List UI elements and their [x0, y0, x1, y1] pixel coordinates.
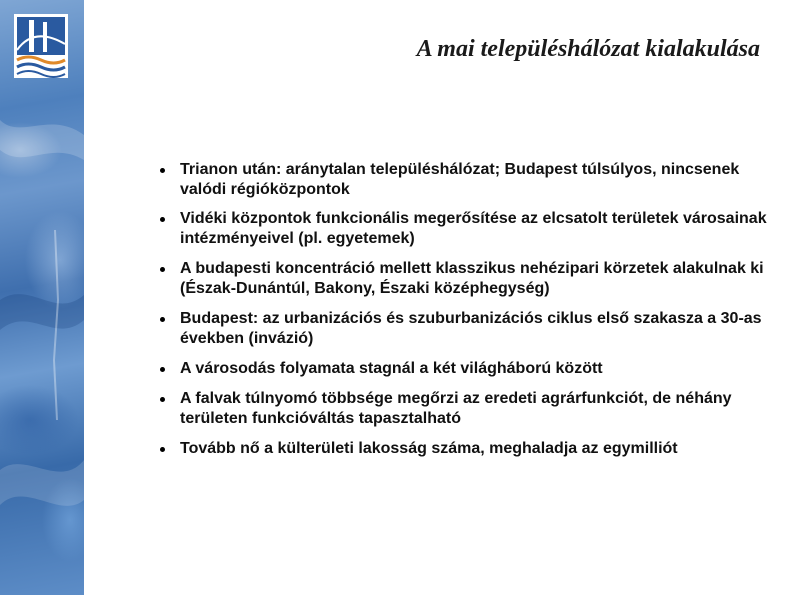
- bullet-text: Trianon után: aránytalan településhálózat; Budapest túlsúlyos, nincsenek valódi régióközpontok: [180, 161, 740, 198]
- bullet-item: [160, 359, 770, 379]
- bullet-text: A budapesti koncentráció mellett klasszikus nehézipari körzetek alakulnak ki (Észak-Dunántúl, Bakony, Északi középhegység): [180, 260, 764, 297]
- bullet-dot-icon: [160, 317, 165, 322]
- bridge-logo-icon: [14, 14, 68, 78]
- bullet-item: [160, 309, 770, 349]
- bullet-item: [160, 209, 770, 249]
- bullet-item: [160, 259, 770, 299]
- bullet-item: [160, 439, 770, 459]
- bullet-text: A városodás folyamata stagnál a két világháború között: [180, 360, 603, 377]
- bullet-text: Tovább nő a külterületi lakosság száma, meghaladja az egymilliót: [180, 440, 678, 457]
- bullet-dot-icon: [160, 168, 165, 173]
- bullet-dot-icon: [160, 397, 165, 402]
- bullet-dot-icon: [160, 447, 165, 452]
- bullet-list: [160, 160, 770, 459]
- bullet-item: [160, 160, 770, 200]
- bullet-dot-icon: [160, 367, 165, 372]
- decorative-sidebar: [0, 0, 84, 595]
- bullet-item: [160, 389, 770, 429]
- bullet-text: Budapest: az urbanizációs és szuburbanizációs ciklus első szakasza a 30-as években (invázió): [180, 310, 762, 347]
- bullet-dot-icon: [160, 217, 165, 222]
- bullet-text: Vidéki központok funkcionális megerősítése az elcsatolt területek városainak intézményeivel (pl. egyetemek): [180, 210, 767, 247]
- bullet-text: A falvak túlnyomó többsége megőrzi az eredeti agrárfunkciót, de néhány területen funkcióváltás tapasztalható: [180, 390, 732, 427]
- sidebar-texture: [0, 0, 84, 595]
- slide-title: A mai településhálózat kialakulása: [416, 36, 760, 62]
- bullet-dot-icon: [160, 267, 165, 272]
